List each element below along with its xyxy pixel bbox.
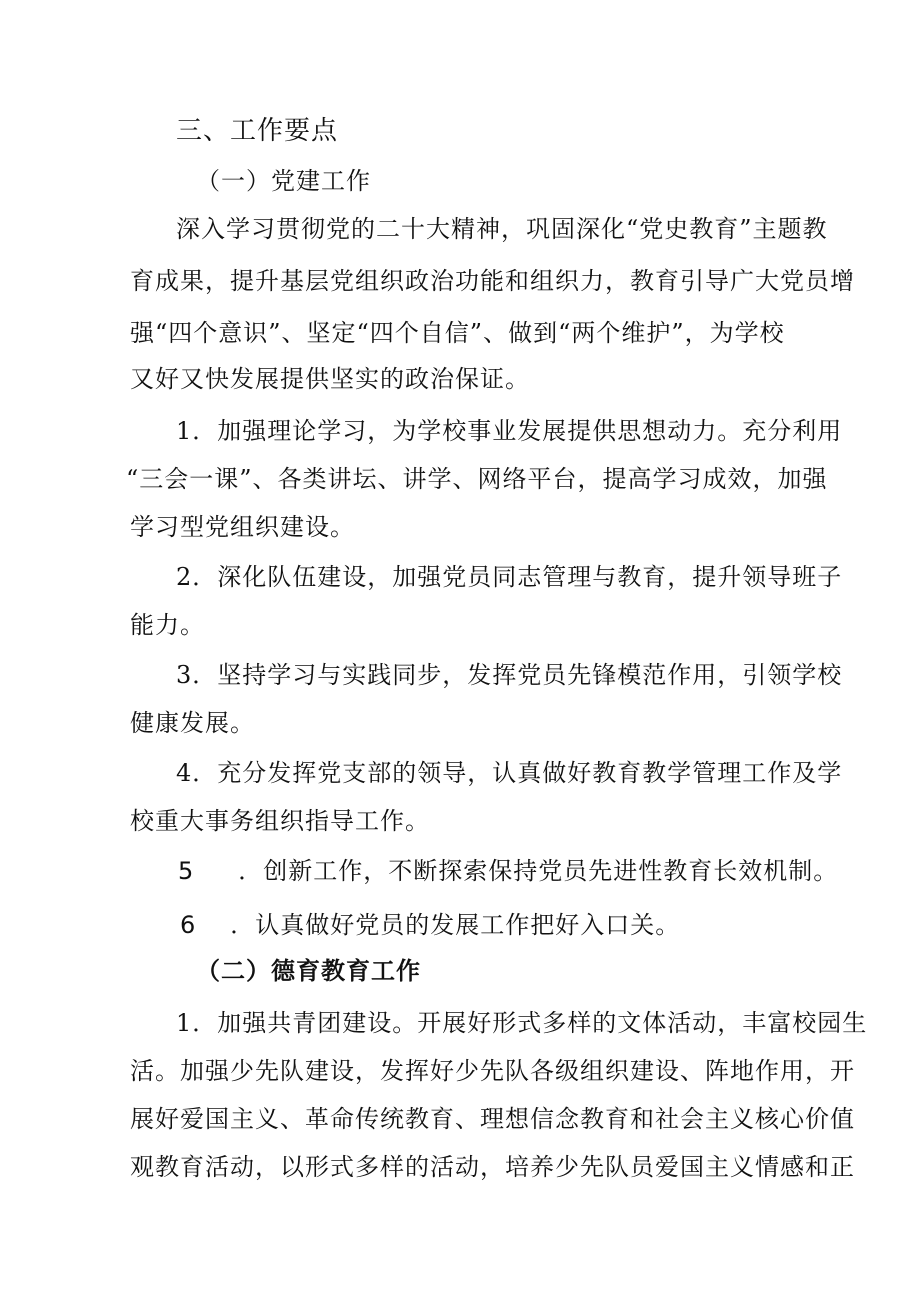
party-item-6-number: 6	[180, 911, 197, 939]
party-item-1-line-3: 学习型党组织建设。	[130, 513, 355, 541]
party-item-5-text: ．创新工作，不断探索保持党员先进性教育长效机制。	[238, 857, 839, 885]
party-item-5-number: 5	[178, 857, 195, 885]
moral-item-1-line-4: 观教育活动，以形式多样的活动，培养少先队员爱国主义情感和正	[130, 1153, 855, 1181]
party-item-6-text: ．认真做好党员的发展工作把好入口关。	[230, 911, 681, 939]
moral-item-1-line-2: 活。加强少先队建设，发挥好少先队各级组织建设、阵地作用，开	[130, 1057, 855, 1085]
party-item-3-line-1: 3．坚持学习与实践同步，发挥党员先锋模范作用，引领学校	[176, 661, 843, 689]
party-item-2-line-1: 2．深化队伍建设，加强党员同志管理与教育，提升领导班子	[176, 563, 843, 591]
party-intro-line-1: 深入学习贯彻党的二十大精神，巩固深化“党史教育”主题教	[176, 215, 828, 243]
party-item-4-line-1: 4．充分发挥党支部的领导，认真做好教育教学管理工作及学	[176, 759, 843, 787]
party-intro-line-2: 育成果，提升基层党组织政治功能和组织力，教育引导广大党员增	[130, 267, 855, 295]
party-building-heading: （一）党建工作	[196, 167, 371, 195]
party-item-2-line-2: 能力。	[130, 611, 205, 639]
party-item-6	[180, 910, 680, 940]
party-item-4-line-2: 校重大事务组织指导工作。	[130, 807, 430, 835]
moral-item-1-line-3: 展好爱国主义、革命传统教育、理想信念教育和社会主义核心价值	[130, 1105, 855, 1133]
party-item-5	[178, 856, 838, 886]
party-item-1-line-2: “三会一课”、各类讲坛、讲学、网络平台，提高学习成效，加强	[126, 465, 828, 493]
moral-education-heading: （二）德育教育工作	[196, 957, 421, 985]
party-intro-line-4: 又好又快发展提供坚实的政治保证。	[130, 365, 530, 393]
moral-item-1-line-1: 1．加强共青团建设。开展好形式多样的文体活动，丰富校园生	[176, 1009, 868, 1037]
section-title: 三、工作要点	[176, 116, 339, 146]
party-intro-line-3: 强“四个意识”、坚定“四个自信”、做到“两个维护”，为学校	[130, 319, 785, 347]
party-item-3-line-2: 健康发展。	[130, 709, 255, 737]
party-item-1-line-1: 1．加强理论学习，为学校事业发展提供思想动力。充分利用	[176, 417, 843, 445]
